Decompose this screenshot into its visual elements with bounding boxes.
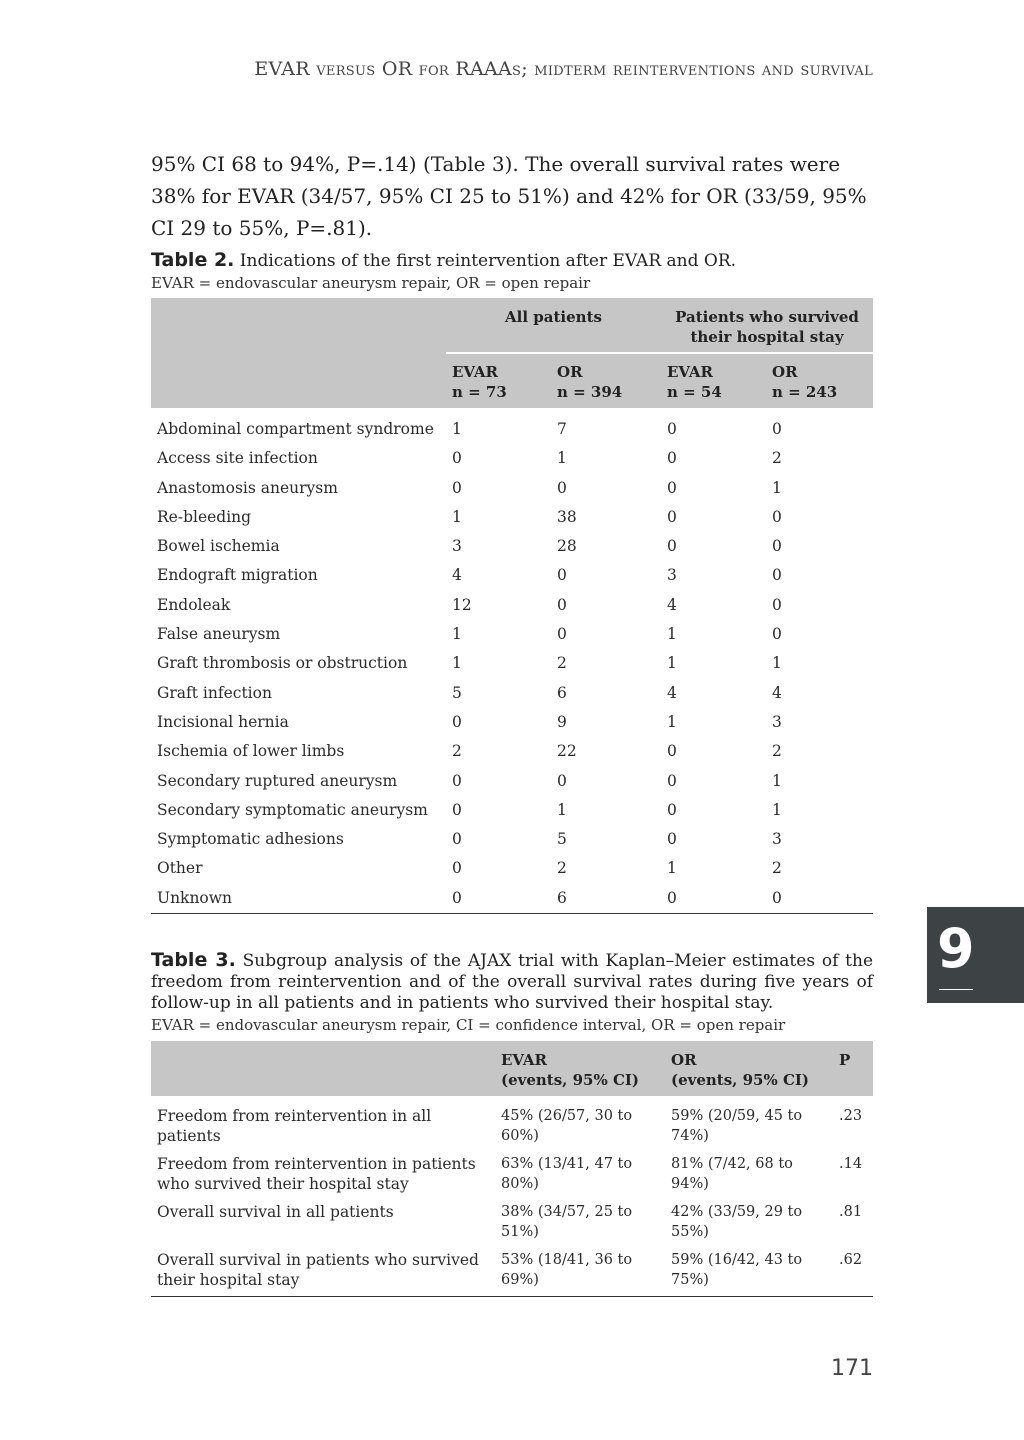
table2-cell: 2 xyxy=(557,654,567,673)
table2-cell: 0 xyxy=(667,420,677,438)
page-number: 171 xyxy=(831,1356,873,1381)
table2-cell: 6 xyxy=(551,884,661,914)
table2-cell: 3 xyxy=(772,830,782,849)
table2-cell: 1 xyxy=(557,800,567,819)
table2-cell: 0 xyxy=(557,595,567,614)
table2-row xyxy=(151,796,873,825)
table2-row-label: Other xyxy=(157,859,203,878)
table2-cell: 4 xyxy=(667,595,677,614)
table2-row-label: Ischemia of lower limbs xyxy=(157,742,345,761)
table2-cell: 0 xyxy=(661,884,766,914)
table2-cell: 0 xyxy=(667,830,677,849)
table2-cell: 0 xyxy=(557,478,567,497)
table3-col-evar: EVAR (events, 95% CI) xyxy=(495,1041,665,1096)
table2-col-or-all: OR n = 394 xyxy=(551,353,661,408)
table2-cell: 0 xyxy=(452,478,462,497)
table2-cell: 1 xyxy=(772,800,782,819)
table2 xyxy=(151,298,873,914)
table2-row-label: Endograft migration xyxy=(157,566,318,585)
table2-cell: 0 xyxy=(772,566,782,585)
table2-cell: 38 xyxy=(557,507,577,526)
table2-cell: 0 xyxy=(557,771,567,790)
table2-col-or-survived: OR n = 243 xyxy=(766,353,873,408)
chapter-tab xyxy=(927,907,1024,1003)
table2-row-label: Graft thrombosis or obstruction xyxy=(157,654,408,673)
table2-cell: 1 xyxy=(557,449,567,468)
table2-row-label: Re-bleeding xyxy=(157,507,252,526)
table3-cell-p: .81 xyxy=(839,1204,863,1220)
table2-cell: 0 xyxy=(446,884,551,914)
table3-row xyxy=(151,1246,873,1297)
table2-row xyxy=(151,620,873,649)
table2-cell: 0 xyxy=(667,800,677,819)
table2-row xyxy=(151,649,873,678)
table2-row xyxy=(151,532,873,561)
table3-row xyxy=(151,1198,873,1246)
table2-row xyxy=(151,854,873,883)
table2-cell: 0 xyxy=(452,712,462,731)
table2-title: Indications of the first reintervention after EVAR and OR. xyxy=(239,251,737,271)
table2-cell: 22 xyxy=(557,742,577,761)
table2-cell: 2 xyxy=(772,742,782,761)
table2-row-label: Unknown xyxy=(151,884,446,914)
table2-cell: 1 xyxy=(772,478,782,497)
table3-row-label: Overall survival in patients who survived their hospital stay xyxy=(151,1246,495,1297)
table2-cell: 0 xyxy=(452,859,462,878)
table3-row xyxy=(151,1096,873,1150)
table2-cell: 1 xyxy=(667,654,677,673)
table2-row-label: Symptomatic adhesions xyxy=(157,830,344,849)
table2-cell: 0 xyxy=(667,507,677,526)
table2-row xyxy=(151,444,873,473)
table2-cell: 0 xyxy=(772,595,782,614)
table2-cell: 1 xyxy=(452,625,462,644)
table2-cell: 0 xyxy=(452,830,462,849)
table2-row xyxy=(151,474,873,503)
chapter-number: 9 xyxy=(937,917,975,980)
table2-row xyxy=(151,767,873,796)
table2-row-label: Bowel ischemia xyxy=(157,537,280,556)
table2-cell: 2 xyxy=(452,742,462,761)
table2-cell: 0 xyxy=(667,537,677,556)
table2-cell: 3 xyxy=(452,537,462,556)
table2-caption xyxy=(151,250,873,294)
table2-row xyxy=(151,408,873,444)
table2-abbreviations: EVAR = endovascular aneurysm repair, OR = open repair xyxy=(151,274,591,292)
table2-cell: 0 xyxy=(667,449,677,468)
table3-cell-evar: 45% (26/57, 30 to 60%) xyxy=(501,1108,633,1144)
table2-row xyxy=(151,679,873,708)
table2-cell: 1 xyxy=(667,625,677,644)
table2-row-label: False aneurysm xyxy=(157,625,281,644)
table3-cell-or: 42% (33/59, 29 to 55%) xyxy=(671,1204,803,1240)
table2-row xyxy=(151,884,873,914)
table2-col-evar-all: EVAR n = 73 xyxy=(446,353,551,408)
table2-label: Table 2. xyxy=(151,249,235,271)
table3-cell-p: .23 xyxy=(839,1108,863,1124)
table2-cell: 5 xyxy=(557,830,567,849)
table2-cell: 0 xyxy=(667,742,677,761)
table2-cell: 1 xyxy=(772,771,782,790)
table2-row-label: Graft infection xyxy=(157,683,272,702)
table2-row xyxy=(151,737,873,766)
table2-cell: 1 xyxy=(452,507,462,526)
table2-row-label: Abdominal compartment syndrome xyxy=(157,420,434,438)
table3-cell-p: .14 xyxy=(839,1156,863,1172)
table2-cell: 0 xyxy=(452,449,462,468)
table2-cell: 4 xyxy=(772,683,782,702)
table2-cell: 1 xyxy=(452,654,462,673)
table3-title: Subgroup analysis of the AJAX trial with Kaplan–Meier estimates of the freedom from reintervention and of the overall survival rates during five years of follow-up in all patients and in patients who survived their hospital stay. xyxy=(151,951,874,1013)
table2-row-label: Secondary ruptured aneurysm xyxy=(157,771,398,790)
table2-cell: 0 xyxy=(772,537,782,556)
table3-row-label: Freedom from reintervention in patients who survived their hospital stay xyxy=(157,1155,476,1193)
table2-header-blank xyxy=(151,298,446,353)
table2-cell: 0 xyxy=(667,771,677,790)
table3-col-or: OR (events, 95% CI) xyxy=(665,1041,833,1096)
table2-cell: 3 xyxy=(772,712,782,731)
table2-cell: 4 xyxy=(667,683,677,702)
table2-row-label: Access site infection xyxy=(157,449,318,468)
table2-cell: 28 xyxy=(557,537,577,556)
table3-cell-or: 59% (20/59, 45 to 74%) xyxy=(671,1108,803,1144)
table3-cell-evar: 53% (18/41, 36 to 69%) xyxy=(495,1246,665,1297)
table3-header-blank xyxy=(151,1041,495,1096)
table2-cell: 0 xyxy=(766,884,873,914)
table2-cell: 1 xyxy=(667,859,677,878)
table2-cell: 2 xyxy=(557,859,567,878)
table2-cell: 0 xyxy=(772,420,782,438)
table3-cell-p: .62 xyxy=(833,1246,873,1297)
table2-row xyxy=(151,561,873,590)
table3-label: Table 3. xyxy=(151,949,236,971)
table2-header-blank-2 xyxy=(151,353,446,408)
table2-cell: 9 xyxy=(557,712,567,731)
table2-group-all-patients: All patients xyxy=(446,298,661,353)
table2-row xyxy=(151,708,873,737)
table2-cell: 1 xyxy=(667,712,677,731)
table2-cell: 0 xyxy=(452,800,462,819)
table3-row xyxy=(151,1150,873,1198)
table2-row xyxy=(151,825,873,854)
table2-cell: 1 xyxy=(772,654,782,673)
table2-cell: 4 xyxy=(452,566,462,585)
table3-cell-evar: 38% (34/57, 25 to 51%) xyxy=(501,1204,633,1240)
table2-cell: 0 xyxy=(772,507,782,526)
table2-cell: 7 xyxy=(557,420,567,438)
table2-cell: 3 xyxy=(667,566,677,585)
table2-cell: 0 xyxy=(557,566,567,585)
table2-row xyxy=(151,503,873,532)
table3-caption xyxy=(151,950,873,1036)
table3-row-label: Freedom from reintervention in all patients xyxy=(157,1107,432,1145)
table2-row-label: Anastomosis aneurysm xyxy=(157,478,338,497)
table2-row-label: Incisional hernia xyxy=(157,712,289,731)
chapter-tab-rule xyxy=(939,989,973,990)
table2-cell: 0 xyxy=(557,625,567,644)
table3-cell-evar: 63% (13/41, 47 to 80%) xyxy=(501,1156,633,1192)
table2-row-label: Endoleak xyxy=(157,595,231,614)
table3-cell-or: 59% (16/42, 43 to 75%) xyxy=(665,1246,833,1297)
table2-cell: 0 xyxy=(667,478,677,497)
table2-group-survived: Patients who survived their hospital stay xyxy=(661,298,873,353)
table2-col-evar-survived: EVAR n = 54 xyxy=(661,353,766,408)
table2-cell: 0 xyxy=(452,771,462,790)
table3-row-label: Overall survival in all patients xyxy=(157,1203,394,1221)
table2-cell: 1 xyxy=(452,420,462,438)
table2-row-label: Secondary symptomatic aneurysm xyxy=(157,800,428,819)
table2-row xyxy=(151,591,873,620)
table2-cell: 2 xyxy=(772,449,782,468)
table3 xyxy=(151,1041,873,1297)
table2-cell: 6 xyxy=(557,683,567,702)
table2-cell: 12 xyxy=(452,595,472,614)
table3-abbreviations: EVAR = endovascular aneurysm repair, CI = confidence interval, OR = open repair xyxy=(151,1016,786,1034)
table2-cell: 0 xyxy=(772,625,782,644)
table2-cell: 2 xyxy=(772,859,782,878)
running-head: EVAR versus OR for RAAAs; midterm reinterventions and survival xyxy=(254,58,873,80)
body-paragraph: 95% CI 68 to 94%, P=.14) (Table 3). The overall survival rates were 38% for EVAR (34/57, 95% CI 25 to 51%) and 42% for OR (33/59, 95% CI 29 to 55%, P=.81). xyxy=(151,152,867,240)
table3-cell-or: 81% (7/42, 68 to 94%) xyxy=(671,1156,793,1192)
table2-cell: 5 xyxy=(452,683,462,702)
table3-col-p: P xyxy=(833,1041,873,1096)
